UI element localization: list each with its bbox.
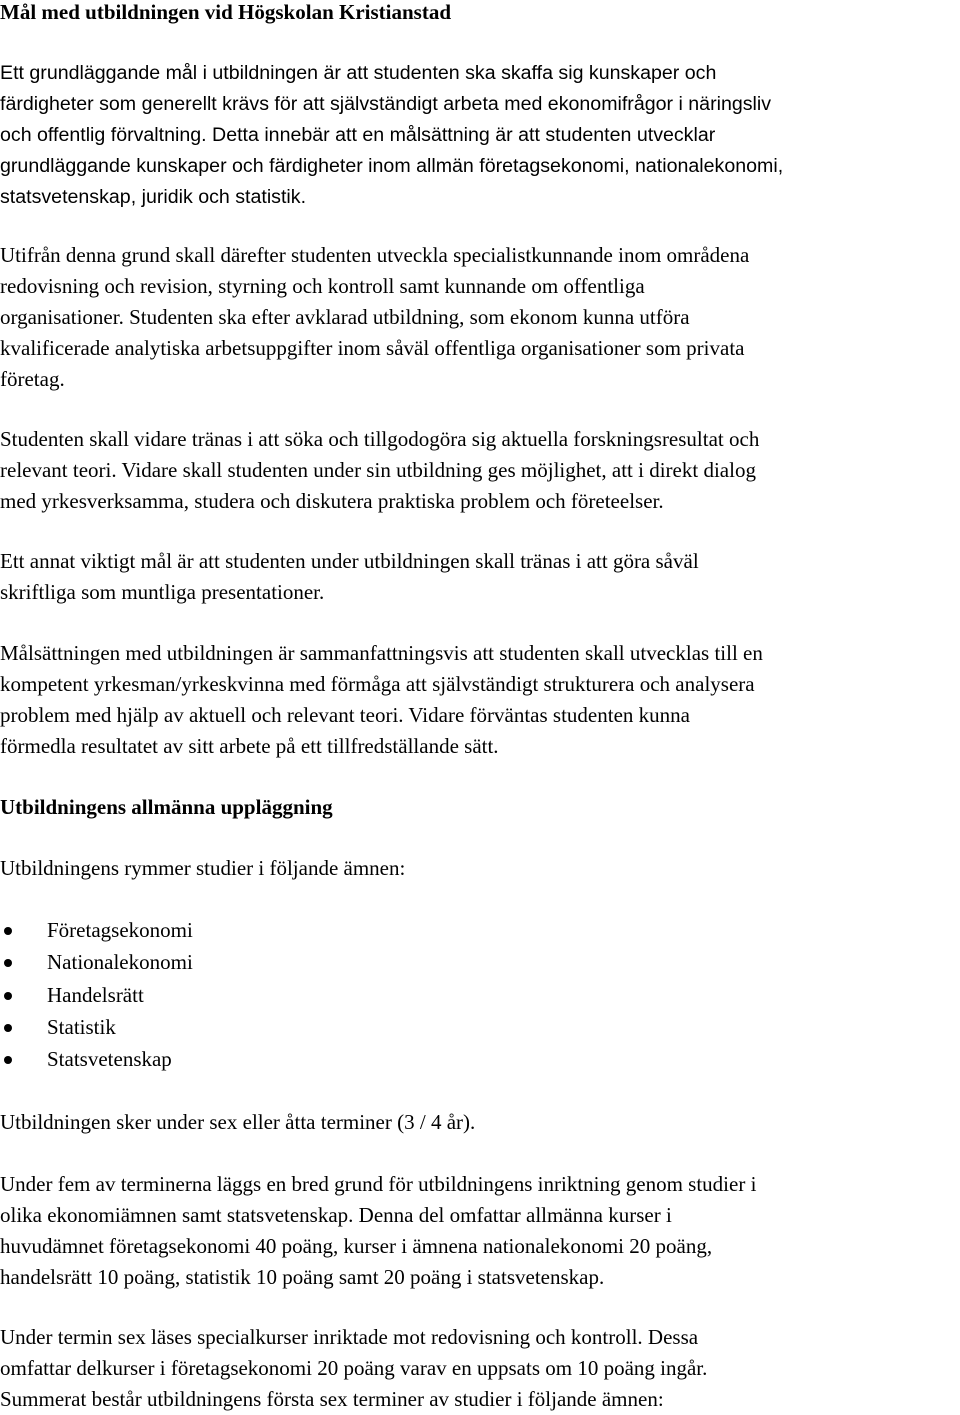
section-heading	[0, 792, 960, 823]
list-item-label: Statsvetenskap	[47, 1047, 172, 1072]
list-item-label: Nationalekonomi	[47, 950, 193, 975]
list-item-label: Handelsrätt	[47, 982, 144, 1007]
paragraph-line: Ett grundläggande mål i utbildningen är att studenten ska skaffa sig kunskaper och	[0, 62, 717, 84]
bullet-icon	[4, 992, 12, 1000]
paragraph-line: färdigheter som generellt krävs för att självständigt arbeta med ekonomifrågor i näringsliv	[0, 93, 772, 115]
paragraph-line: Summerat består utbildningens första sex terminer av studier i följande ämnen:	[0, 1387, 664, 1411]
list-item	[0, 1043, 960, 1075]
paragraph-line: Ett annat viktigt mål är att studenten under utbildningen skall tränas i att göra såväl	[0, 549, 699, 573]
page-title	[0, 0, 960, 28]
paragraph-first-terms	[0, 1169, 960, 1293]
paragraph-line: Studenten skall vidare tränas i att söka och tillgodogöra sig aktuella forskningsresultat och	[0, 427, 760, 451]
paragraph-term-six	[0, 1322, 960, 1415]
heading-text: Mål med utbildningen vid Högskolan Kristianstad	[0, 0, 452, 24]
paragraph-line: organisationer. Studenten ska efter avklarad utbildning, som ekonom kunna utföra	[0, 305, 690, 329]
paragraph-line-part: och offentlig förvaltning.	[0, 124, 207, 146]
list-item-label: Statistik	[47, 1014, 116, 1039]
paragraph-line: kvalificerade analytiska arbetsuppgifter inom såväl offentliga organisationer som privata	[0, 336, 745, 360]
bullet-icon	[4, 1024, 12, 1032]
paragraph-line: förmedla resultatet av sitt arbete på ett tillfredställande sätt.	[0, 734, 499, 758]
list-item	[0, 979, 960, 1011]
bullet-icon	[4, 959, 12, 967]
terms-paragraph	[0, 1107, 960, 1138]
subjects-list	[0, 914, 960, 1075]
list-item	[0, 914, 960, 946]
paragraph-line: redovisning och revision, styrning och kontroll samt kunnande om offentliga	[0, 274, 645, 298]
paragraph-line: företag.	[0, 367, 65, 391]
paragraph-summary-goals	[0, 638, 960, 762]
paragraph-line: Utifrån denna grund skall därefter studenten utveckla specialistkunnande inom områdena	[0, 243, 750, 267]
paragraph-line: Utbildningens rymmer studier i följande ämnen:	[0, 856, 406, 880]
paragraph-line: Målsättningen med utbildningen är sammanfattningsvis att studenten skall utvecklas till en	[0, 641, 763, 665]
paragraph-line: grundläggande kunskaper och färdigheter inom allmän företagsekonomi, nationalekonomi,	[0, 155, 784, 177]
paragraph-line	[0, 120, 960, 151]
paragraph-line: Under termin sex läses specialkurser inriktade mot redovisning och kontroll. Dessa	[0, 1325, 699, 1349]
paragraph-line: skriftliga som muntliga presentationer.	[0, 580, 325, 604]
paragraph-presentations	[0, 546, 960, 608]
paragraph-line: problem med hjälp av aktuell och relevant teori. Vidare förväntas studenten kunna	[0, 703, 690, 727]
paragraph-research	[0, 424, 960, 517]
subjects-intro	[0, 853, 960, 884]
paragraph-line-part: Detta innebär att en målsättning är att studenten utvecklar	[206, 124, 716, 146]
paragraph-line: relevant teori. Vidare skall studenten under sin utbildning ges möjlighet, att i direkt dialog	[0, 458, 756, 482]
paragraph-line: omfattar delkurser i företagsekonomi 20 poäng varav en uppsats om 10 poäng ingår.	[0, 1356, 708, 1380]
paragraph-line: statsvetenskap, juridik och statistik.	[0, 186, 307, 208]
paragraph-line: Under fem av terminerna läggs en bred grund för utbildningens inriktning genom studier i	[0, 1172, 757, 1196]
paragraph-specialization	[0, 240, 960, 395]
heading-text: Utbildningens allmänna uppläggning	[0, 795, 333, 819]
paragraph-goals-intro	[0, 58, 960, 213]
bullet-icon	[4, 927, 12, 935]
list-item	[0, 946, 960, 978]
paragraph-line: handelsrätt 10 poäng, statistik 10 poäng samt 20 poäng i statsvetenskap.	[0, 1265, 605, 1289]
bullet-icon	[4, 1056, 12, 1064]
paragraph-line: Utbildningen sker under sex eller åtta terminer (3 / 4 år).	[0, 1110, 476, 1134]
paragraph-line: med yrkesverksamma, studera och diskutera praktiska problem och företeelser.	[0, 489, 664, 513]
list-item	[0, 1011, 960, 1043]
paragraph-line: huvudämnet företagsekonomi 40 poäng, kurser i ämnena nationalekonomi 20 poäng,	[0, 1234, 713, 1258]
list-item-label: Företagsekonomi	[47, 918, 193, 942]
paragraph-line: olika ekonomiämnen samt statsvetenskap. Denna del omfattar allmänna kurser i	[0, 1203, 672, 1227]
paragraph-line: kompetent yrkesman/yrkeskvinna med förmåga att självständigt strukturera och analysera	[0, 672, 755, 696]
